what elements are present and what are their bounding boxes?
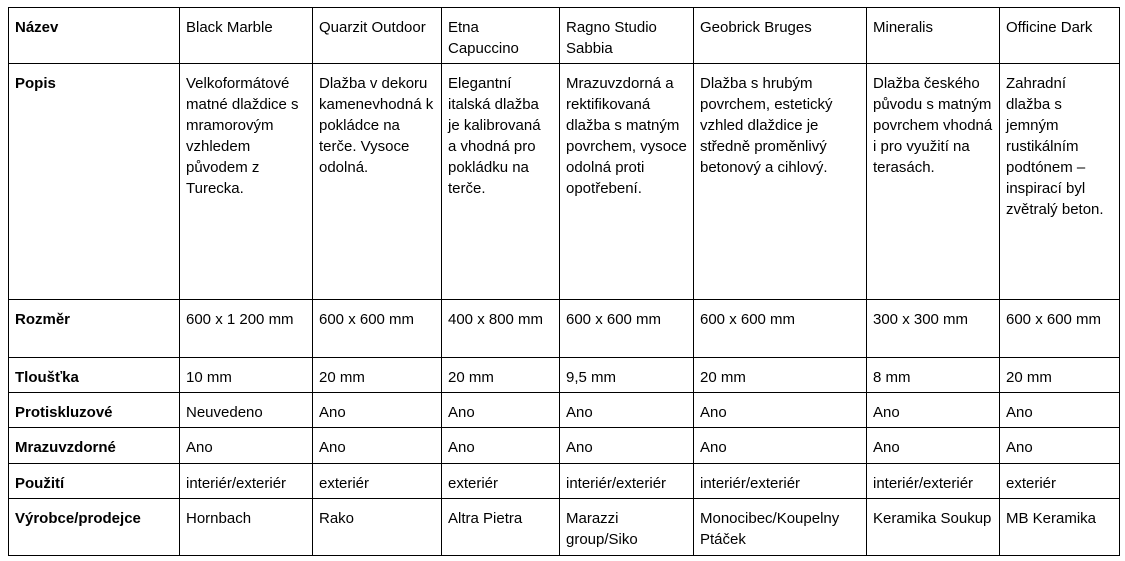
table-cell: interiér/exteriér: [694, 464, 867, 499]
table-cell: 20 mm: [313, 358, 442, 393]
table-cell: 600 x 600 mm: [694, 300, 867, 358]
row-label: Tloušťka: [9, 358, 180, 393]
table-cell: Velkoformátové matné dlaždice s mramorovým vzhledem původem z Turecka.: [180, 64, 313, 300]
table-row-name: [9, 8, 1120, 64]
table-cell: Keramika Soukup: [867, 499, 1000, 556]
table-row-size: [9, 300, 1120, 358]
tile-comparison-table: [8, 7, 1120, 556]
table-cell: interiér/exteriér: [560, 464, 694, 499]
row-label: Popis: [9, 64, 180, 300]
table-cell: 600 x 600 mm: [1000, 300, 1120, 358]
table-cell: 20 mm: [442, 358, 560, 393]
table-cell: Officine Dark: [1000, 8, 1120, 64]
table-cell: 300 x 300 mm: [867, 300, 1000, 358]
table-cell: Ano: [694, 428, 867, 464]
table-cell: 20 mm: [1000, 358, 1120, 393]
table-cell: Hornbach: [180, 499, 313, 556]
table-cell: Quarzit Outdoor: [313, 8, 442, 64]
table-cell: Dlažba v dekoru kamenevhodná k pokládce na terče. Vysoce odolná.: [313, 64, 442, 300]
table-cell: Ano: [313, 393, 442, 428]
table-cell: Etna Capuccino: [442, 8, 560, 64]
table-cell: interiér/exteriér: [867, 464, 1000, 499]
table-cell: Rako: [313, 499, 442, 556]
table-cell: Mineralis: [867, 8, 1000, 64]
table-row-anti-slip: [9, 393, 1120, 428]
table-cell: Ragno Studio Sabbia: [560, 8, 694, 64]
table-cell: Ano: [694, 393, 867, 428]
table-cell: Ano: [1000, 393, 1120, 428]
table-cell: 600 x 1 200 mm: [180, 300, 313, 358]
table-cell: 8 mm: [867, 358, 1000, 393]
table-cell: Ano: [442, 393, 560, 428]
table-cell: 20 mm: [694, 358, 867, 393]
table-row-manufacturer: [9, 499, 1120, 556]
table-cell: Ano: [867, 428, 1000, 464]
table-cell: Geobrick Bruges: [694, 8, 867, 64]
table-cell: exteriér: [1000, 464, 1120, 499]
table-cell: Ano: [1000, 428, 1120, 464]
table-cell: Ano: [560, 428, 694, 464]
table-cell: exteriér: [313, 464, 442, 499]
table-cell: Ano: [313, 428, 442, 464]
table-cell: Elegantní italská dlažba je kalibrovaná a vhodná pro pokládku na terče.: [442, 64, 560, 300]
table-cell: Monocibec/Koupelny Ptáček: [694, 499, 867, 556]
table-row-usage: [9, 464, 1120, 499]
table-cell: Mrazuvzdorná a rektifikovaná dlažba s matným povrchem, vysoce odolná proti opotřebení.: [560, 64, 694, 300]
table-cell: 600 x 600 mm: [313, 300, 442, 358]
table-cell: interiér/exteriér: [180, 464, 313, 499]
table-cell: 600 x 600 mm: [560, 300, 694, 358]
table-cell: Altra Pietra: [442, 499, 560, 556]
table-cell: Marazzi group/Siko: [560, 499, 694, 556]
table-cell: Ano: [867, 393, 1000, 428]
table-row-thickness: [9, 358, 1120, 393]
row-label: Použití: [9, 464, 180, 499]
table-cell: Dlažba s hrubým povrchem, estetický vzhled dlaždice je středně proměnlivý betonový a cihlový.: [694, 64, 867, 300]
table-cell: exteriér: [442, 464, 560, 499]
table-cell: MB Keramika: [1000, 499, 1120, 556]
table-row-frost-resistant: [9, 428, 1120, 464]
table-cell: Black Marble: [180, 8, 313, 64]
row-label: Název: [9, 8, 180, 64]
table-cell: 10 mm: [180, 358, 313, 393]
table-row-description: [9, 64, 1120, 300]
table-cell: 400 x 800 mm: [442, 300, 560, 358]
row-label: Výrobce/prodejce: [9, 499, 180, 556]
table-cell: 9,5 mm: [560, 358, 694, 393]
row-label: Rozměr: [9, 300, 180, 358]
row-label: Protiskluzové: [9, 393, 180, 428]
table-cell: Zahradní dlažba s jemným rustikálním podtónem – inspirací byl zvětralý beton.: [1000, 64, 1120, 300]
table-cell: Ano: [180, 428, 313, 464]
table-cell: Dlažba českého původu s matným povrchem vhodná i pro využití na terasách.: [867, 64, 1000, 300]
table-cell: Ano: [442, 428, 560, 464]
row-label: Mrazuvzdorné: [9, 428, 180, 464]
table-cell: Ano: [560, 393, 694, 428]
table-cell: Neuvedeno: [180, 393, 313, 428]
